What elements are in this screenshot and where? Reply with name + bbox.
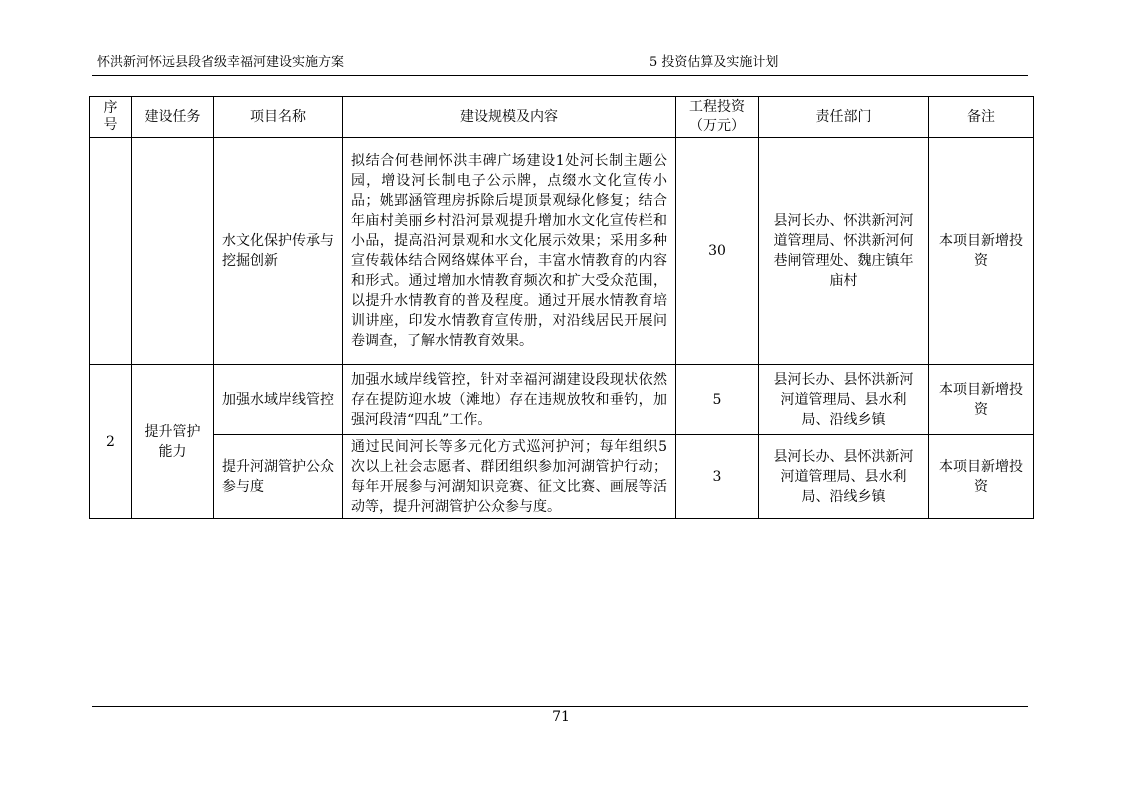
row-task: 提升管护能力 xyxy=(132,365,214,519)
row-remark: 本项目新增投资 xyxy=(929,435,1034,519)
footer-rule xyxy=(92,706,1028,707)
row-investment: 5 xyxy=(676,365,759,435)
row-investment: 3 xyxy=(676,435,759,519)
investment-plan-table xyxy=(89,96,1034,519)
column-header-task: 建设任务 xyxy=(132,97,214,138)
page-number: 71 xyxy=(552,709,570,725)
row-seq xyxy=(90,138,132,365)
column-header-dept: 责任部门 xyxy=(759,97,929,138)
row-content: 加强水域岸线管控，针对幸福河湖建设段现状依然存在提防迎水坡（滩地）存在违规放牧和垂钓，加强河段清“四乱”工作。 xyxy=(343,365,676,435)
header-rule xyxy=(92,75,1028,76)
row-content: 通过民间河长等多元化方式巡河护河；每年组织5次以上社会志愿者、群团组织参加河湖管护行动；每年开展参与河湖知识竞赛、征文比赛、画展等活动等，提升河湖管护公众参与度。 xyxy=(343,435,676,519)
column-header-remark: 备注 xyxy=(929,97,1034,138)
column-header-project: 项目名称 xyxy=(214,97,343,138)
row-task xyxy=(132,138,214,365)
row-project-text: 水文化保护传承与挖掘创新 xyxy=(222,233,334,269)
table-row xyxy=(90,365,1034,435)
row-dept xyxy=(759,138,929,365)
row-project-text: 提升河湖管护公众参与度 xyxy=(222,458,334,495)
row-remark: 本项目新增投资 xyxy=(929,138,1034,365)
row-content: 拟结合何巷闸怀洪丰碑广场建设1处河长制主题公园，增设河长制电子公示牌，点缀水文化宣传小品；姚郢涵管理房拆除后堤顶景观绿化修复；结合年庙村美丽乡村沿河景观提升增加水文化宣传栏和小品，提高沿河景观和水文化展示效果；采用多种宣传载体结合网络媒体平台，丰富水情教育的内容和形式。通过增加水情教育频次和扩大受众范围，以提升水情教育的普及程度。通过开展水情教育培训讲座，印发水情教育宣传册，对沿线居民开展问卷调查，了解水情教育效果。 xyxy=(343,138,676,365)
table-header-row xyxy=(90,97,1034,138)
row-remark: 本项目新增投资 xyxy=(929,365,1034,435)
header-chapter-title: 5 投资估算及实施计划 xyxy=(649,55,779,70)
row-seq: 2 xyxy=(90,365,132,519)
table-row xyxy=(90,435,1034,519)
row-project xyxy=(214,138,343,365)
row-dept-text: 县河长办、怀洪新河河道管理局、怀洪新河何巷闸管理处、魏庄镇年庙村 xyxy=(773,213,914,289)
header-document-title: 怀洪新河怀远县段省级幸福河建设实施方案 xyxy=(97,55,345,70)
table-row xyxy=(90,138,1034,365)
row-project xyxy=(214,435,343,519)
column-header-investment: 工程投资（万元） xyxy=(676,97,759,138)
row-dept: 县河长办、县怀洪新河河道管理局、县水利局、沿线乡镇 xyxy=(759,435,929,519)
column-header-seq: 序号 xyxy=(90,97,132,138)
row-project: 加强水域岸线管控 xyxy=(214,365,343,435)
row-dept: 县河长办、县怀洪新河河道管理局、县水利局、沿线乡镇 xyxy=(759,365,929,435)
row-investment: 30 xyxy=(676,138,759,365)
column-header-content: 建设规模及内容 xyxy=(343,97,676,138)
